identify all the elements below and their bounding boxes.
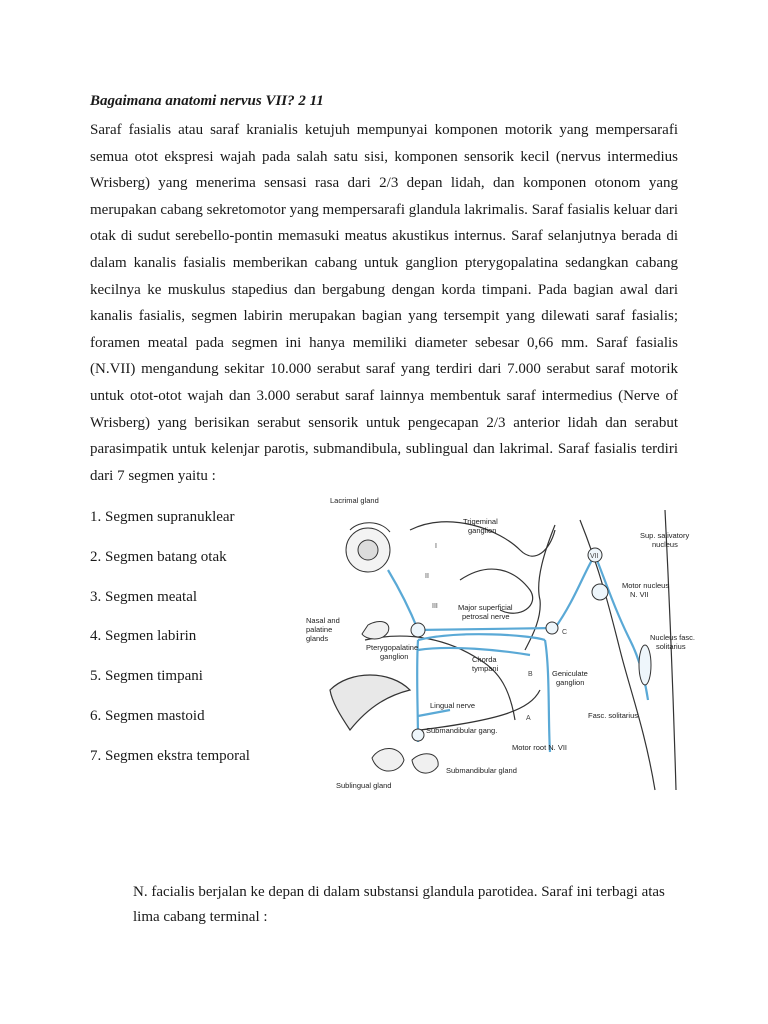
label-nasal: Nasal and — [306, 616, 340, 625]
label-submandibular-gland: Submandibular gland — [446, 766, 517, 775]
label-motor-root: Motor root N. VII — [512, 743, 568, 752]
body-paragraph: Saraf fasialis atau saraf kranialis ketujuh mempunyai komponen motorik yang mempersarafi semua otot ekspresi wajah pada salah satu sisi, komponen sensorik kecil (nervus intermedius Wrisberg) yang menerima sensasi rasa dari 2/3 depan lidah, dan komponen otonom yang merupakan cabang sekretomotor yang mempersarafi glandula lakrimalis. Saraf fasialis keluar dari otak di sudut serebello-pontin memasuki meatus akustikus internus. Saraf selanjutnya berada di dalam kanalis fasialis memberikan cabang untuk ganglion pterygopalatina sedangkan cabang kecilnya ke muskulus stapedius dan bergabung dengan korda timpani. Pada bagian awal dari kanalis fasialis, segmen labirin merupakan bagian yang tersempit yang dilewati saraf fasialis; foramen meatal pada segmen ini hanya memiliki diameter sebesar 0,66 mm. Saraf fasialis (N.VII) mengandung sekitar 10.000 serabut saraf yang terdiri dari 7.000 serabut saraf motorik untuk otot-otot wajah dan 3.000 serabut saraf lainnya membentuk saraf intermedius (Nerve of Wrisberg) yang berisikan serabut sensorik untuk pengecapan 2/3 anterior lidah dan serabut parasimpatik untuk kelenjar parotis, submandibula, sublingual dan lakrimal. Saraf fasialis terdiri dari 7 segmen yaitu : — [90, 122, 678, 484]
segment-item: 6. Segmen mastoid — [90, 707, 205, 724]
label-fasc-solitarius: Fasc. solitarius — [588, 711, 639, 720]
label-trigeminal-ganglion: ganglion — [468, 526, 497, 535]
label-lacrimal-gland: Lacrimal gland — [330, 496, 379, 505]
label-solitarius: solitarius — [656, 642, 686, 651]
label-pterygopalatine: Pterygopalatine — [366, 643, 419, 652]
segment-item: 3. Segmen meatal — [90, 588, 198, 605]
marker-VII: VII — [590, 553, 599, 560]
bottom-paragraph: N. facialis berjalan ke depan di dalam substansi glandula parotidea. Saraf ini terbagi atas lima cabang terminal : — [133, 884, 665, 925]
label-motor-nucleus: Motor nucleus — [622, 581, 670, 590]
label-sup-salivatory-nucleus: nucleus — [652, 540, 678, 549]
marker-II: II — [425, 573, 429, 580]
label-motor-nucleus-vii: N. VII — [630, 590, 649, 599]
segment-list — [90, 506, 250, 785]
segment-item: 2. Segmen batang otak — [90, 548, 227, 565]
label-sup-salivatory: Sup. salivatory — [640, 531, 690, 540]
label-tympani: tympani — [472, 664, 499, 673]
label-geniculate: Geniculate — [552, 669, 588, 678]
segment-item: 1. Segmen supranuklear — [90, 509, 235, 525]
segment-item: 5. Segmen timpani — [90, 668, 203, 685]
label-submandibular-gang: Submandibular gang. — [426, 726, 498, 735]
label-chorda: Chorda — [472, 655, 497, 664]
label-major-superficial: Major superficial — [458, 603, 513, 612]
nerve-pathways — [388, 555, 648, 752]
question-heading: Bagaimana anatomi nervus VII? 2 11 — [90, 93, 324, 109]
segment-item: 4. Segmen labirin — [90, 628, 197, 645]
label-lingual-nerve: Lingual nerve — [430, 701, 476, 710]
label-trigeminal: Trigeminal — [463, 517, 498, 526]
label-glands: glands — [306, 634, 329, 643]
label-geniculate-ganglion: ganglion — [556, 678, 585, 687]
label-pterygopalatine-ganglion: ganglion — [380, 652, 409, 661]
label-sublingual-gland: Sublingual gland — [336, 781, 392, 790]
marker-III: III — [432, 603, 438, 610]
marker-C: C — [562, 629, 568, 636]
marker-I: I — [435, 543, 437, 550]
marker-B: B — [528, 671, 533, 678]
label-petrosal-nerve: petrosal nerve — [462, 612, 510, 621]
label-nucleus-fasc: Nucleus fasc. — [650, 633, 696, 642]
lacrimal-gland-drawing — [346, 523, 390, 572]
label-palatine: palatine — [306, 625, 333, 634]
segment-item: 7. Segmen ekstra temporal — [90, 747, 250, 764]
facial-nerve-diagram — [300, 490, 696, 792]
marker-A: A — [526, 715, 531, 722]
